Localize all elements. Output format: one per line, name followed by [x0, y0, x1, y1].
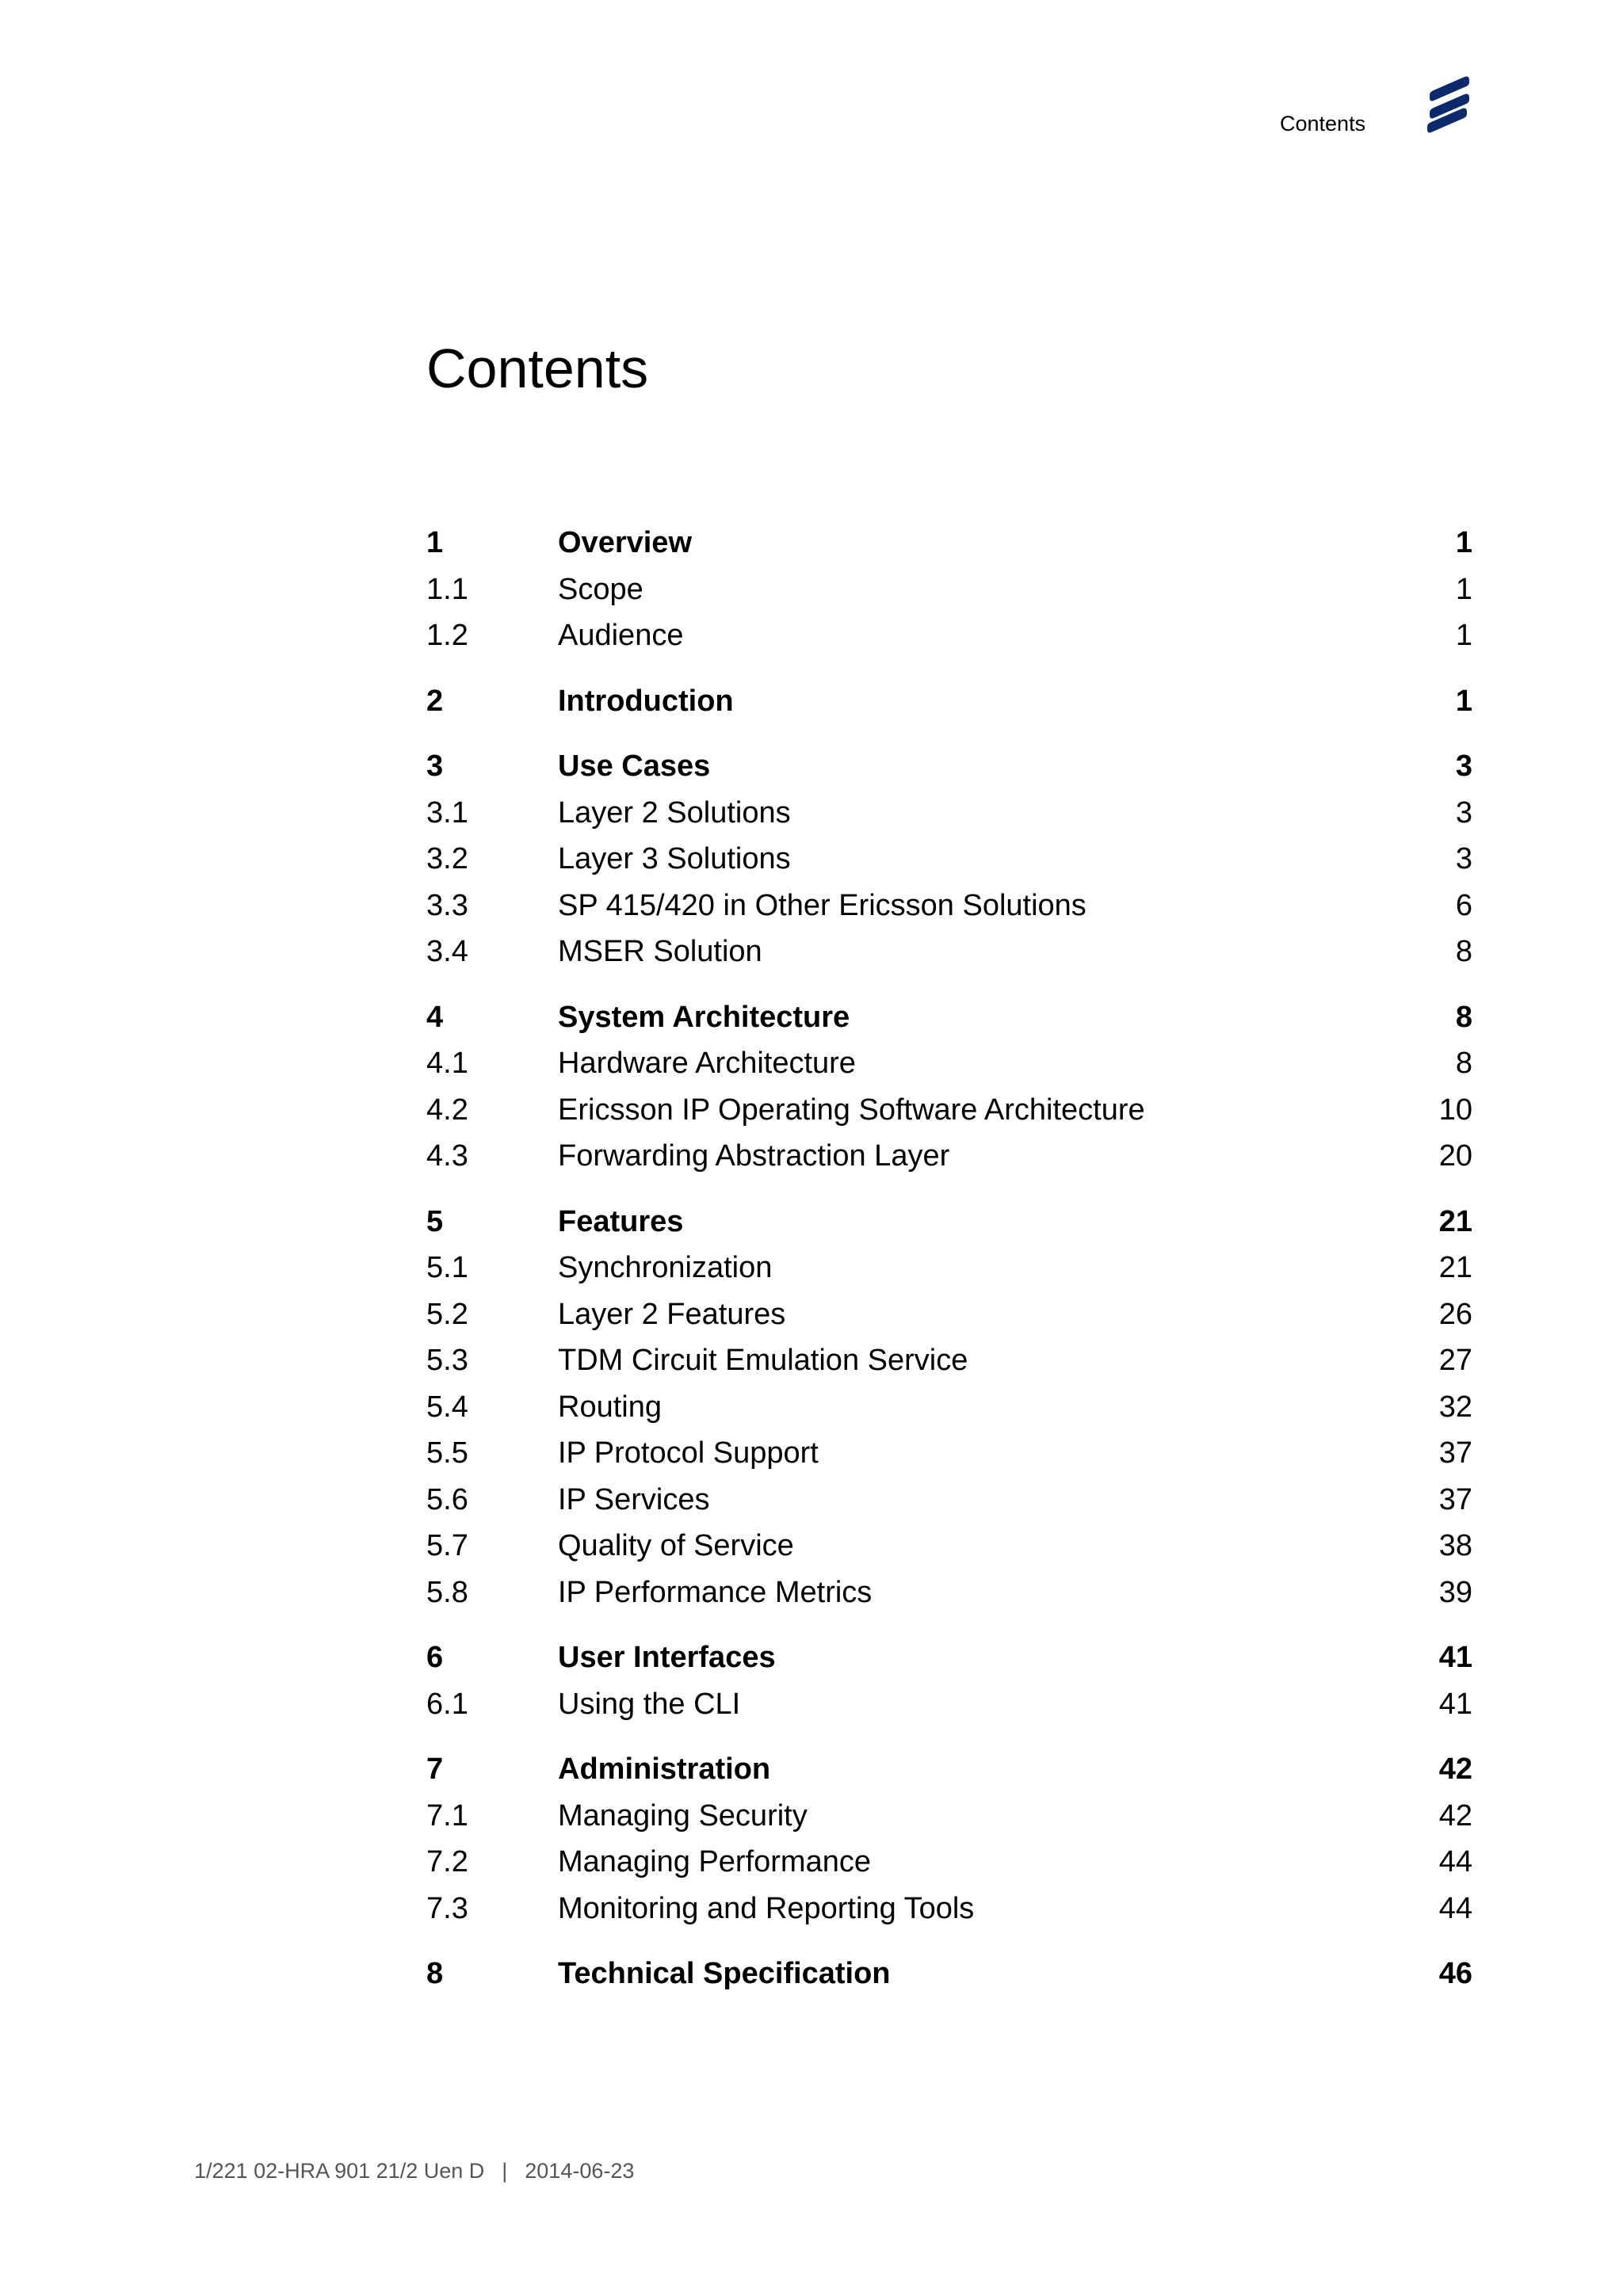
- toc-entry-number: 3.4: [426, 935, 468, 968]
- toc-chapter-entry[interactable]: [426, 1199, 1472, 1245]
- toc-section-entry[interactable]: [426, 1681, 1472, 1728]
- toc-section-entry[interactable]: [426, 1337, 1472, 1384]
- toc-entry-number: 5.2: [426, 1297, 468, 1331]
- toc-entry-page: 46: [1438, 1957, 1472, 1990]
- toc-entry-number: 5.5: [426, 1436, 468, 1470]
- toc-entry-page: 41: [1438, 1687, 1472, 1721]
- page-title: Contents: [426, 338, 649, 399]
- document-date: 2014-06-23: [525, 2159, 635, 2183]
- toc-entry-number: 3.1: [426, 795, 468, 830]
- toc-section-entry[interactable]: [426, 1793, 1472, 1840]
- toc-entry-page: 1: [1455, 572, 1472, 606]
- toc-entry-title: Ericsson IP Operating Software Architecture: [558, 1093, 1145, 1127]
- toc-entry-page: 1: [1455, 526, 1472, 559]
- toc-section-entry[interactable]: [426, 836, 1472, 883]
- toc-entry-title: IP Services: [558, 1482, 710, 1516]
- toc-entry-number: 6.1: [426, 1687, 468, 1721]
- toc-entry-page: 42: [1438, 1753, 1472, 1786]
- toc-chapter-entry[interactable]: [426, 1951, 1472, 1997]
- toc-entry-title: Using the CLI: [558, 1687, 741, 1721]
- toc-entry-page: 21: [1438, 1204, 1472, 1238]
- toc-entry-page: 32: [1438, 1390, 1472, 1424]
- toc-entry-page: 1: [1455, 619, 1472, 652]
- toc-entry-title: Forwarding Abstraction Layer: [558, 1139, 950, 1173]
- toc-entry-title: MSER Solution: [558, 935, 762, 968]
- toc-entry-title: Overview: [558, 526, 692, 559]
- toc-entry-page: 37: [1438, 1436, 1472, 1470]
- toc-section-entry[interactable]: [426, 612, 1472, 659]
- toc-section-entry[interactable]: [426, 1133, 1472, 1180]
- toc-entry-title: Layer 3 Solutions: [558, 842, 791, 875]
- toc-entry-page: 8: [1455, 935, 1472, 968]
- toc-entry-number: 3.2: [426, 842, 468, 875]
- toc-section-entry[interactable]: [426, 1569, 1472, 1616]
- footer-separator: |: [502, 2159, 508, 2183]
- toc-entry-title: SP 415/420 in Other Ericsson Solutions: [558, 888, 1086, 922]
- toc-section-entry[interactable]: [426, 1040, 1472, 1087]
- page-footer: [194, 2158, 634, 2183]
- toc-section-entry[interactable]: [426, 1384, 1472, 1431]
- toc-entry-page: 3: [1455, 795, 1472, 830]
- toc-entry-title: IP Protocol Support: [558, 1436, 819, 1470]
- toc-section-entry[interactable]: [426, 1087, 1472, 1134]
- toc-entry-page: 10: [1438, 1093, 1472, 1127]
- toc-entry-title: Synchronization: [558, 1251, 773, 1284]
- toc-entry-number: 5.4: [426, 1390, 468, 1424]
- header-section-label: Contents: [1280, 112, 1366, 135]
- toc-entry-number: 8: [426, 1957, 444, 1990]
- toc-entry-title: Features: [558, 1204, 684, 1238]
- toc-section-entry[interactable]: [426, 566, 1472, 613]
- toc-entry-number: 5.3: [426, 1344, 468, 1377]
- toc-entry-number: 2: [426, 684, 444, 718]
- toc-entry-title: TDM Circuit Emulation Service: [558, 1344, 968, 1377]
- toc-section-entry[interactable]: [426, 883, 1472, 929]
- toc-entry-page: 44: [1438, 1891, 1472, 1925]
- toc-entry-number: 4: [426, 1000, 444, 1034]
- toc-entry-title: Routing: [558, 1390, 662, 1424]
- toc-entry-number: 4.2: [426, 1093, 468, 1127]
- toc-entry-number: 3: [426, 749, 444, 783]
- toc-entry-number: 1: [426, 526, 444, 559]
- toc-entry-title: Introduction: [558, 684, 734, 718]
- toc-chapter-entry[interactable]: [426, 743, 1472, 790]
- toc-entry-title: Quality of Service: [558, 1529, 794, 1562]
- toc-entry-title: Scope: [558, 572, 643, 606]
- toc-section-entry[interactable]: [426, 1886, 1472, 1932]
- toc-entry-number: 4.1: [426, 1047, 468, 1080]
- toc-entry-page: 1: [1455, 684, 1472, 718]
- toc-entry-number: 5: [426, 1204, 444, 1238]
- toc-entry-number: 7.2: [426, 1845, 468, 1878]
- toc-entry-title: Managing Security: [558, 1798, 808, 1833]
- toc-entry-title: Use Cases: [558, 749, 711, 783]
- toc-section-entry[interactable]: [426, 1477, 1472, 1524]
- toc-entry-title: Hardware Architecture: [558, 1047, 856, 1080]
- toc-entry-page: 3: [1455, 842, 1472, 875]
- toc-entry-page: 26: [1438, 1297, 1472, 1331]
- toc-entry-number: 7.1: [426, 1798, 468, 1833]
- toc-entry-page: 20: [1438, 1139, 1472, 1173]
- toc-section-entry[interactable]: [426, 1430, 1472, 1477]
- toc-entry-number: 7: [426, 1753, 444, 1786]
- toc-entry-page: 8: [1455, 1000, 1472, 1034]
- toc-entry-title: Managing Performance: [558, 1845, 871, 1878]
- toc-entry-number: 3.3: [426, 888, 468, 922]
- toc-chapter-entry[interactable]: [426, 520, 1472, 566]
- document-number: 1/221 02-HRA 901 21/2 Uen D: [194, 2159, 485, 2183]
- toc-entry-page: 3: [1455, 749, 1472, 783]
- toc-entry-number: 5.7: [426, 1529, 468, 1562]
- toc-entry-page: 44: [1438, 1845, 1472, 1878]
- toc-chapter-entry[interactable]: [426, 994, 1472, 1041]
- toc-section-entry[interactable]: [426, 1245, 1472, 1291]
- toc-entry-title: User Interfaces: [558, 1641, 776, 1674]
- toc-entry-page: 38: [1438, 1529, 1472, 1562]
- toc-entry-number: 5.1: [426, 1251, 468, 1284]
- toc-entry-title: Audience: [558, 619, 684, 652]
- toc-section-entry[interactable]: [426, 1291, 1472, 1338]
- toc-entry-page: 42: [1438, 1798, 1472, 1833]
- toc-entry-number: 1.2: [426, 619, 468, 652]
- toc-section-entry[interactable]: [426, 1523, 1472, 1569]
- toc-entry-number: 4.3: [426, 1139, 468, 1173]
- toc-entry-number: 1.1: [426, 572, 468, 606]
- toc-entry-title: Technical Specification: [558, 1957, 891, 1990]
- toc-entry-number: 6: [426, 1641, 444, 1674]
- ericsson-logo-icon: [1425, 75, 1472, 135]
- toc-chapter-entry[interactable]: [426, 1746, 1472, 1793]
- toc-entry-page: 41: [1438, 1641, 1472, 1674]
- toc-chapter-entry[interactable]: [426, 1634, 1472, 1681]
- toc-section-entry[interactable]: [426, 790, 1472, 837]
- toc-entry-title: Monitoring and Reporting Tools: [558, 1891, 975, 1925]
- toc-entry-title: Layer 2 Features: [558, 1297, 786, 1331]
- toc-entry-page: 39: [1438, 1575, 1472, 1609]
- toc-entry-number: 5.8: [426, 1575, 468, 1609]
- toc-entry-page: 8: [1455, 1047, 1472, 1080]
- toc-entry-number: 7.3: [426, 1891, 468, 1925]
- table-of-contents: [426, 520, 1472, 1997]
- toc-entry-title: Administration: [558, 1753, 771, 1786]
- toc-section-entry[interactable]: [426, 929, 1472, 975]
- toc-chapter-entry[interactable]: [426, 678, 1472, 725]
- toc-entry-page: 27: [1438, 1344, 1472, 1377]
- toc-entry-title: Layer 2 Solutions: [558, 795, 791, 830]
- toc-entry-title: IP Performance Metrics: [558, 1575, 873, 1609]
- toc-entry-page: 21: [1438, 1251, 1472, 1284]
- toc-entry-page: 6: [1455, 888, 1472, 922]
- toc-entry-page: 37: [1438, 1482, 1472, 1516]
- toc-entry-title: System Architecture: [558, 1000, 850, 1034]
- toc-section-entry[interactable]: [426, 1839, 1472, 1886]
- toc-entry-number: 5.6: [426, 1482, 468, 1516]
